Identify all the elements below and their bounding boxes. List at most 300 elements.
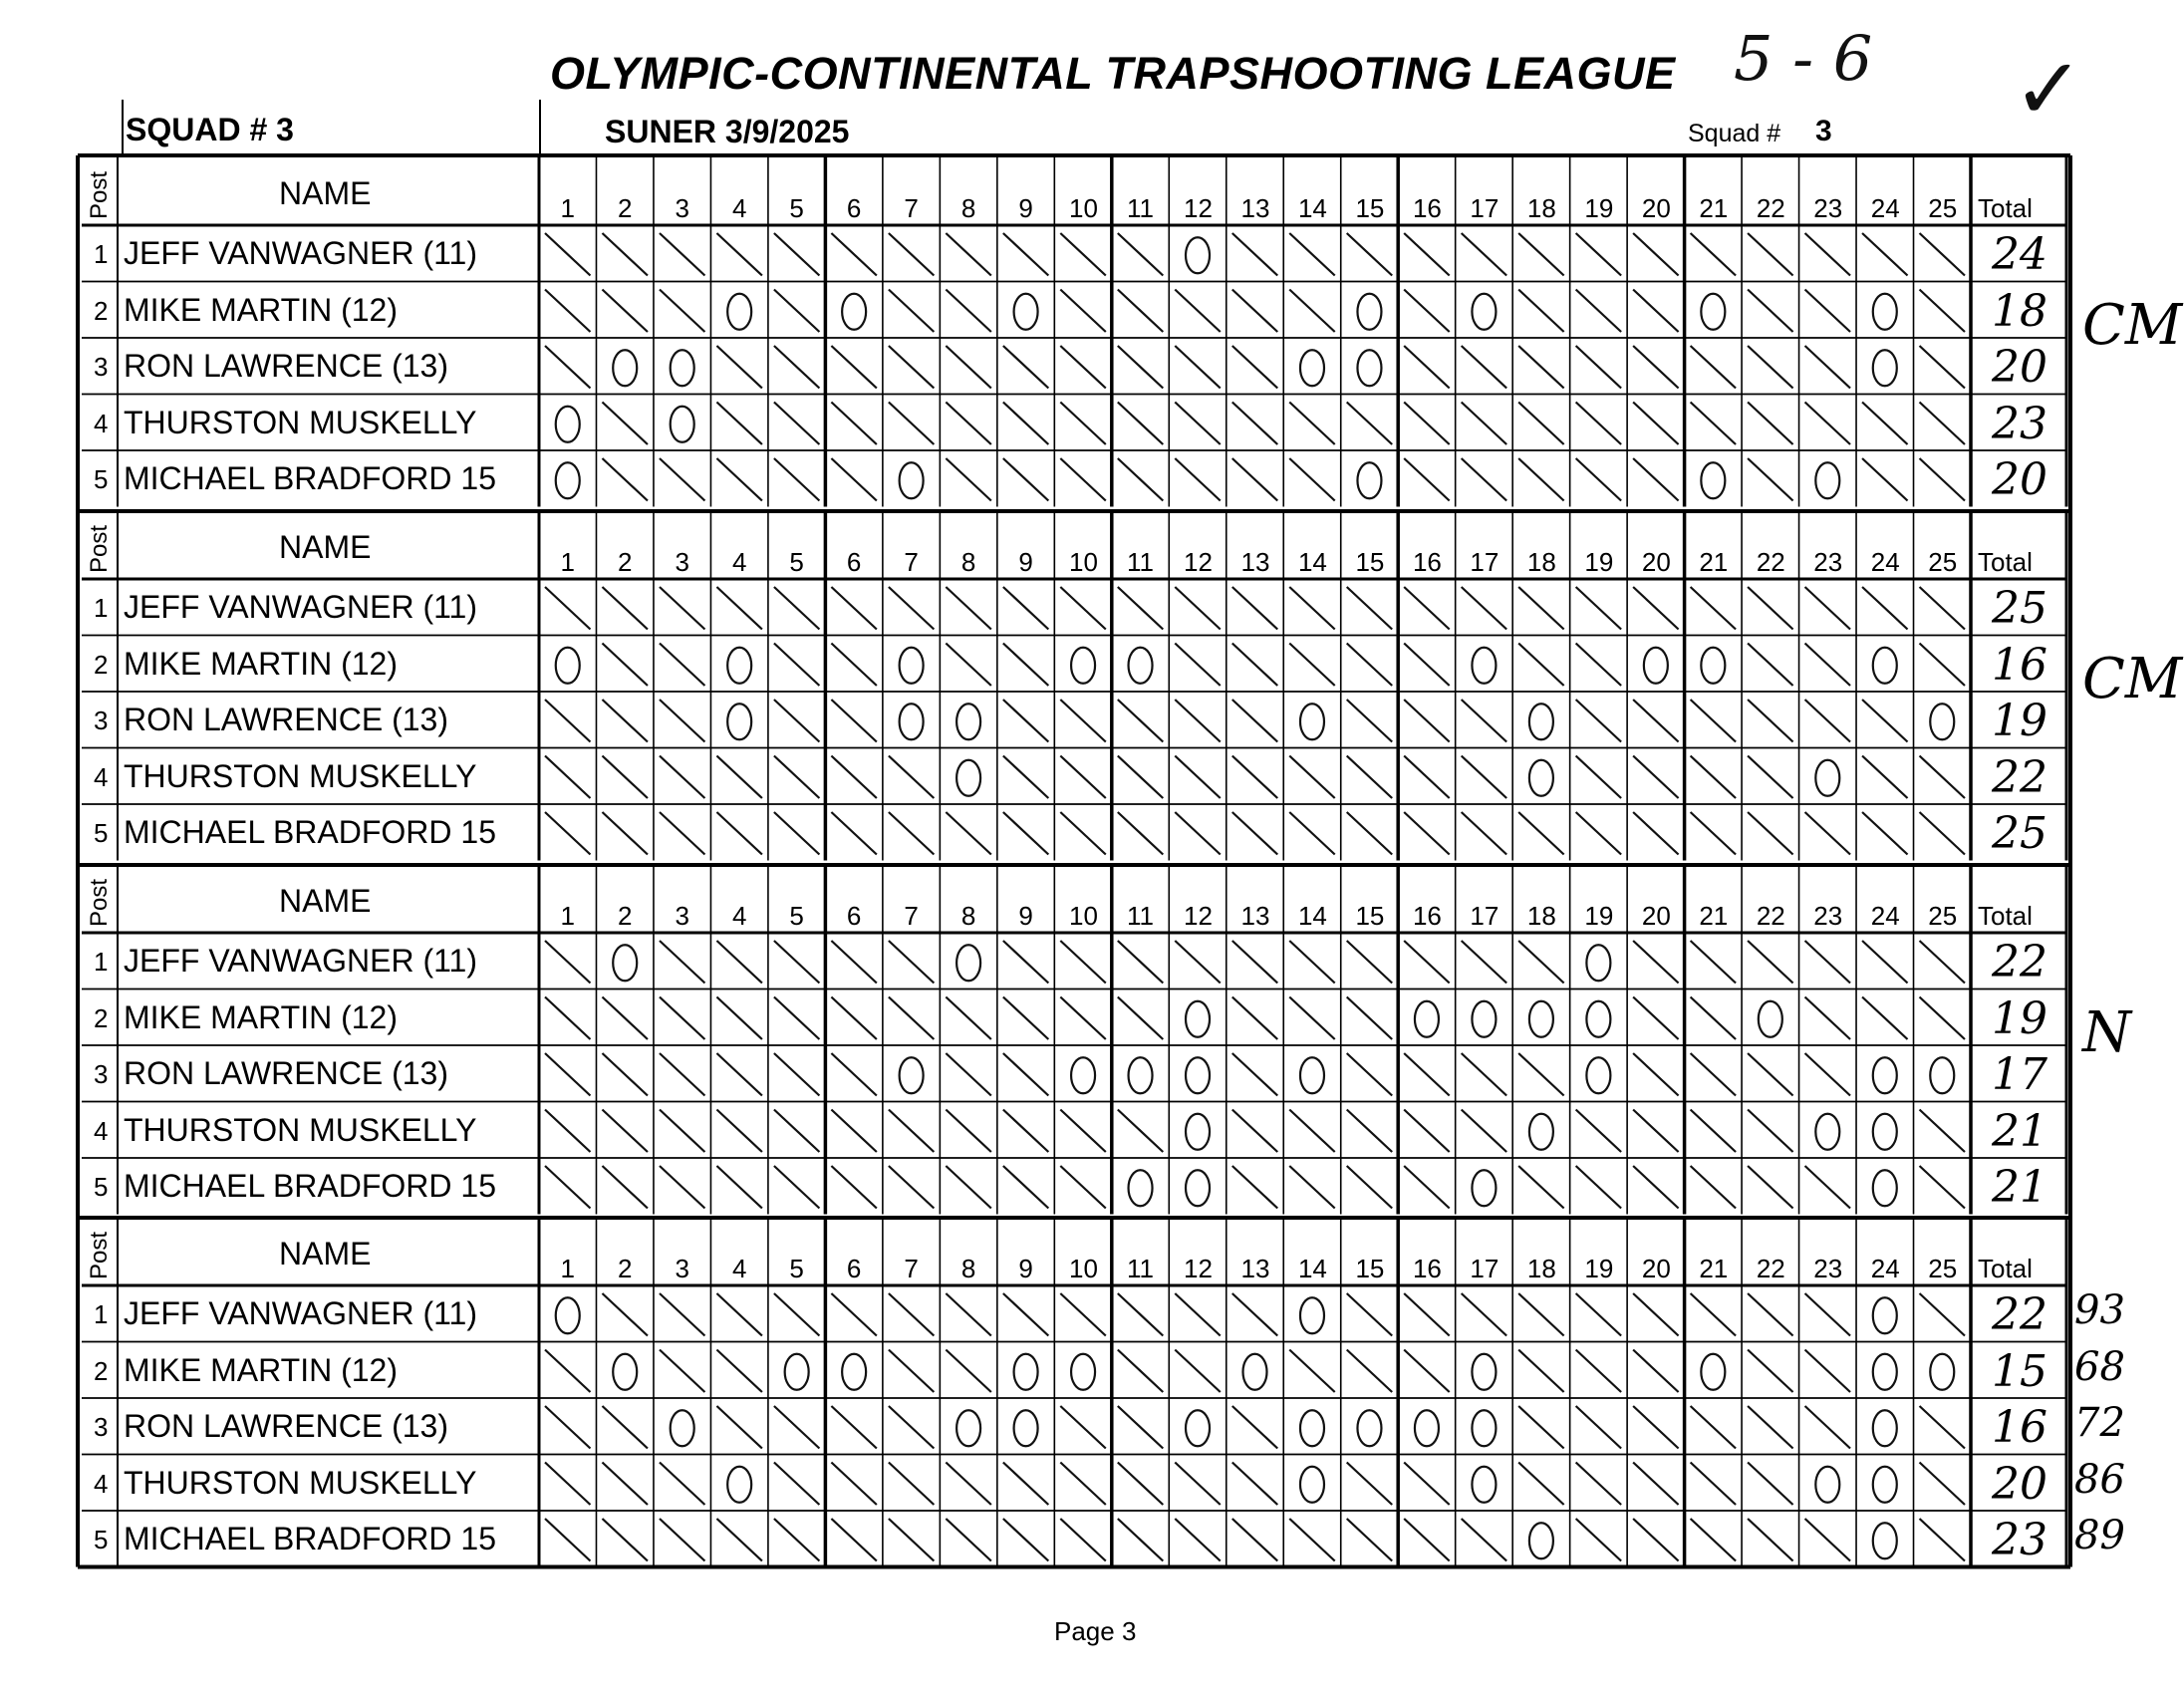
hit-mark [1404,587,1449,630]
hit-mark [716,941,761,984]
target-number-header: 25 [1928,547,1958,577]
hit-mark [1748,644,1792,687]
squad-number-label: Squad # [1688,120,1781,147]
hit-mark [660,1166,704,1209]
grand-total: 93 [2074,1287,2125,1333]
hit-mark [1289,233,1334,276]
hit-mark [946,1053,990,1096]
hit-mark [774,346,819,389]
hit-mark [1404,1293,1449,1336]
target-number-header: 23 [1813,901,1843,931]
hit-mark [774,1406,819,1449]
miss-mark [1873,1057,1897,1093]
hit-mark [1691,346,1736,389]
hit-mark [1518,1166,1563,1209]
hit-mark [602,403,647,445]
hit-mark [716,587,761,630]
hit-mark [1805,941,1850,984]
shooter-name: RON LAWRENCE (13) [124,702,448,737]
hit-mark [1748,587,1792,630]
hit-mark [889,587,934,630]
post-header: Post [86,1231,113,1279]
hit-mark [1518,812,1563,855]
total-header: Total [1978,901,2033,931]
hit-mark [545,1463,590,1506]
shooter-name: RON LAWRENCE (13) [124,348,448,384]
miss-mark [613,945,637,981]
target-number-header: 19 [1584,193,1614,223]
target-number-header: 18 [1526,547,1556,577]
post-number: 3 [94,706,109,735]
hit-mark [1175,1293,1220,1336]
hit-mark [774,1053,819,1096]
hit-mark [1748,756,1792,799]
hit-mark [1576,346,1621,389]
hit-mark [889,1463,934,1506]
hit-mark [1118,346,1163,389]
miss-mark [556,407,580,442]
hit-mark [1060,1110,1105,1153]
hit-mark [1518,458,1563,501]
hit-mark [1060,346,1105,389]
hit-mark [545,346,590,389]
hit-mark [946,1519,990,1561]
hit-mark [831,1406,876,1449]
target-number-header: 21 [1699,193,1729,223]
handwritten-squad-mark: 5 - 6 [1734,22,1873,95]
hit-mark [1404,458,1449,501]
target-number-header: 22 [1756,547,1785,577]
hit-mark [1748,290,1792,333]
hit-mark [1576,587,1621,630]
hit-mark [1518,346,1563,389]
shooter-name: MICHAEL BRADFORD 15 [124,1521,496,1556]
hit-mark [1920,1519,1965,1561]
hit-mark [1576,458,1621,501]
miss-mark [727,648,751,684]
hit-mark [1347,1293,1392,1336]
hit-mark [1862,458,1907,501]
miss-mark [1186,1001,1210,1037]
hit-mark [1462,346,1506,389]
target-number-header: 20 [1641,1254,1671,1283]
miss-mark [1873,294,1897,330]
hit-mark [1003,1053,1048,1096]
hit-mark [1462,587,1506,630]
hit-mark [774,233,819,276]
miss-mark [1129,648,1153,684]
hit-mark [889,346,934,389]
hit-mark [1576,1293,1621,1336]
hit-mark [602,756,647,799]
hit-mark [831,1293,876,1336]
hit-mark [1118,1406,1163,1449]
miss-mark [1586,1057,1610,1093]
hit-mark [602,1053,647,1096]
hit-mark [1748,812,1792,855]
miss-mark [613,350,637,386]
hit-mark [1118,700,1163,742]
target-number-header: 9 [1018,901,1033,931]
round-total: 20 [1992,454,2048,505]
round-total: 19 [1992,696,2048,746]
hit-mark [889,997,934,1040]
hit-mark [1232,233,1277,276]
hit-mark [1920,290,1965,333]
hit-mark [889,1406,934,1449]
hit-mark [1118,812,1163,855]
miss-mark [1357,1410,1381,1446]
hit-mark [1003,1166,1048,1209]
target-number-header: 5 [789,547,804,577]
hit-mark [1518,1293,1563,1336]
hit-mark [1175,1350,1220,1393]
hit-mark [1289,587,1334,630]
miss-mark [1701,1354,1725,1390]
hit-mark [545,812,590,855]
shooter-name: JEFF VANWAGNER (11) [124,235,477,271]
hit-mark [1862,812,1907,855]
hit-mark [1633,1166,1678,1209]
hit-mark [1289,458,1334,501]
hit-mark [1060,756,1105,799]
miss-mark [1186,1410,1210,1446]
hit-mark [1748,458,1792,501]
target-number-header: 1 [560,193,575,223]
hit-mark [946,1166,990,1209]
hit-mark [660,1053,704,1096]
hit-mark [1920,1463,1965,1506]
hit-mark [1518,1350,1563,1393]
hit-mark [1576,1519,1621,1561]
hit-mark [1576,756,1621,799]
hit-mark [1691,403,1736,445]
miss-mark [1873,1297,1897,1333]
name-header: NAME [279,529,372,565]
hit-mark [660,1463,704,1506]
hit-mark [660,233,704,276]
name-header: NAME [279,175,372,211]
hit-mark [1805,587,1850,630]
target-number-header: 4 [731,193,747,223]
hit-mark [831,403,876,445]
hit-mark [1633,1406,1678,1449]
miss-mark [1071,648,1095,684]
target-number-header: 19 [1584,547,1614,577]
hit-mark [1060,233,1105,276]
shooter-name: THURSTON MUSKELLY [124,1111,477,1148]
miss-mark [1815,1114,1839,1150]
round-total: 23 [1992,398,2048,449]
hit-mark [660,941,704,984]
target-number-header: 21 [1699,901,1729,931]
hit-mark [660,1293,704,1336]
target-number-header: 9 [1018,547,1033,577]
miss-mark [900,704,924,739]
hit-mark [774,1519,819,1561]
hit-mark [1576,290,1621,333]
target-number-header: 23 [1813,547,1843,577]
hit-mark [1518,1463,1563,1506]
hit-mark [1175,587,1220,630]
hit-mark [1347,941,1392,984]
name-header: NAME [279,883,372,919]
hit-mark [1748,1293,1792,1336]
hit-mark [1576,403,1621,445]
target-number-header: 8 [960,193,976,223]
hit-mark [1003,1293,1048,1336]
miss-mark [1357,462,1381,498]
miss-mark [1873,1170,1897,1206]
hit-mark [716,997,761,1040]
hit-mark [716,233,761,276]
hit-mark [602,700,647,742]
hit-mark [1003,941,1048,984]
hit-mark [1691,233,1736,276]
hit-mark [1232,458,1277,501]
hit-mark [716,1406,761,1449]
hit-mark [716,403,761,445]
target-number-header: 24 [1870,1254,1900,1283]
hit-mark [1347,1463,1392,1506]
hit-mark [1920,644,1965,687]
miss-mark [1701,462,1725,498]
hit-mark [1920,941,1965,984]
hit-mark [1748,941,1792,984]
hit-mark [831,346,876,389]
hit-mark [1748,700,1792,742]
hit-mark [1805,233,1850,276]
hit-mark [1805,1053,1850,1096]
hit-mark [1576,1110,1621,1153]
hit-mark [1920,346,1965,389]
hit-mark [1289,941,1334,984]
target-number-header: 10 [1069,193,1098,223]
hit-mark [1462,458,1506,501]
target-number-header: 3 [675,901,689,931]
hit-mark [946,346,990,389]
target-number-header: 10 [1069,1254,1098,1283]
hit-mark [831,1053,876,1096]
hit-mark [1633,1293,1678,1336]
hit-mark [1404,1053,1449,1096]
miss-mark [1472,1467,1496,1503]
target-number-header: 10 [1069,547,1098,577]
target-number-header: 18 [1526,901,1556,931]
target-number-header: 14 [1297,547,1327,577]
hit-mark [1404,403,1449,445]
target-number-header: 18 [1526,1254,1556,1283]
miss-mark [1930,1057,1954,1093]
hit-mark [1060,1519,1105,1561]
hit-mark [660,1350,704,1393]
hit-mark [716,1166,761,1209]
target-number-header: 19 [1584,1254,1614,1283]
hit-mark [1633,403,1678,445]
miss-mark [1472,1410,1496,1446]
miss-mark [900,462,924,498]
miss-mark [1472,1170,1496,1206]
miss-mark [956,945,980,981]
hit-mark [1518,644,1563,687]
hit-mark [1805,700,1850,742]
hit-mark [1576,644,1621,687]
hit-mark [602,997,647,1040]
target-number-header: 1 [560,547,575,577]
hit-mark [1347,1053,1392,1096]
hit-mark [1003,1519,1048,1561]
hit-mark [1404,941,1449,984]
hit-mark [1805,1406,1850,1449]
miss-mark [1529,1114,1553,1150]
shooter-name: JEFF VANWAGNER (11) [124,589,477,625]
post-number: 1 [94,1299,109,1329]
hit-mark [660,1519,704,1561]
miss-mark [1873,1354,1897,1390]
event-date: SUNER 3/9/2025 [605,114,850,149]
target-number-header: 12 [1184,193,1213,223]
hit-mark [1691,941,1736,984]
page-number: Page 3 [1054,1616,1137,1646]
hit-mark [545,290,590,333]
miss-mark [671,350,694,386]
hit-mark [1633,756,1678,799]
check-mark-icon: ✓ [2013,40,2085,140]
hit-mark [602,812,647,855]
hit-mark [1518,1053,1563,1096]
post-number: 4 [94,1468,109,1499]
hit-mark [1060,812,1105,855]
hit-mark [1118,941,1163,984]
hit-mark [1060,587,1105,630]
target-number-header: 23 [1813,1254,1843,1283]
post-number: 5 [94,464,109,494]
hit-mark [1347,1110,1392,1153]
hit-mark [1289,812,1334,855]
round-total: 20 [1992,1458,2048,1510]
hit-mark [1691,997,1736,1040]
hit-mark [1347,233,1392,276]
shooter-name: MICHAEL BRADFORD 15 [124,814,496,850]
miss-mark [556,1297,580,1333]
hit-mark [545,1110,590,1153]
hit-mark [1748,1053,1792,1096]
hit-mark [660,458,704,501]
target-number-header: 23 [1813,193,1843,223]
hit-mark [1118,1519,1163,1561]
hit-mark [1805,997,1850,1040]
hit-mark [1920,1166,1965,1209]
hit-mark [889,1350,934,1393]
target-number-header: 12 [1184,547,1213,577]
hit-mark [774,587,819,630]
hit-mark [1118,290,1163,333]
hit-mark [1748,1406,1792,1449]
hit-mark [1404,233,1449,276]
hit-mark [1462,756,1506,799]
hit-mark [889,941,934,984]
target-number-header: 11 [1127,901,1155,931]
post-header: Post [86,170,113,219]
hit-mark [1003,403,1048,445]
hit-mark [1462,700,1506,742]
miss-mark [1873,648,1897,684]
hit-mark [1691,1406,1736,1449]
hit-mark [545,700,590,742]
miss-mark [1472,294,1496,330]
target-number-header: 13 [1240,901,1270,931]
hit-mark [1805,1519,1850,1561]
hit-mark [1920,812,1965,855]
target-number-header: 11 [1127,193,1155,223]
hit-mark [602,458,647,501]
shooter-name: JEFF VANWAGNER (11) [124,1295,477,1331]
hit-mark [1175,941,1220,984]
hit-mark [1862,941,1907,984]
hit-mark [1633,458,1678,501]
hit-mark [1748,1519,1792,1561]
hit-mark [1118,997,1163,1040]
hit-mark [1232,1519,1277,1561]
hit-mark [1060,941,1105,984]
hit-mark [545,1350,590,1393]
target-number-header: 11 [1127,547,1155,577]
hit-mark [1175,756,1220,799]
hit-mark [1633,1463,1678,1506]
hit-mark [1462,812,1506,855]
post-number: 4 [94,761,109,792]
miss-mark [671,1410,694,1446]
target-number-header: 15 [1355,193,1385,223]
hit-mark [716,1293,761,1336]
target-number-header: 15 [1355,901,1385,931]
target-number-header: 22 [1756,901,1785,931]
hit-mark [1862,997,1907,1040]
hit-mark [1518,1406,1563,1449]
miss-mark [1529,760,1553,796]
hit-mark [1691,587,1736,630]
hit-mark [889,1110,934,1153]
hit-mark [1003,812,1048,855]
hit-mark [1633,587,1678,630]
miss-mark [1300,1297,1324,1333]
hit-mark [1118,756,1163,799]
hit-mark [1404,1519,1449,1561]
hit-mark [1232,1110,1277,1153]
miss-mark [1873,1114,1897,1150]
hit-mark [1462,1110,1506,1153]
hit-mark [1347,812,1392,855]
target-number-header: 6 [846,547,862,577]
hit-mark [831,644,876,687]
miss-mark [1071,1354,1095,1390]
hit-mark [831,1110,876,1153]
hit-mark [1805,812,1850,855]
hit-mark [831,941,876,984]
hit-mark [774,997,819,1040]
hit-mark [1862,700,1907,742]
shooter-name: MIKE MARTIN (12) [124,998,398,1035]
hit-mark [889,1166,934,1209]
target-number-header: 14 [1297,193,1327,223]
shooter-name: THURSTON MUSKELLY [124,1464,477,1501]
target-number-header: 5 [789,901,804,931]
miss-mark [900,1057,924,1093]
hit-mark [1920,756,1965,799]
hit-mark [1118,1293,1163,1336]
hit-mark [1003,644,1048,687]
miss-mark [671,407,694,442]
